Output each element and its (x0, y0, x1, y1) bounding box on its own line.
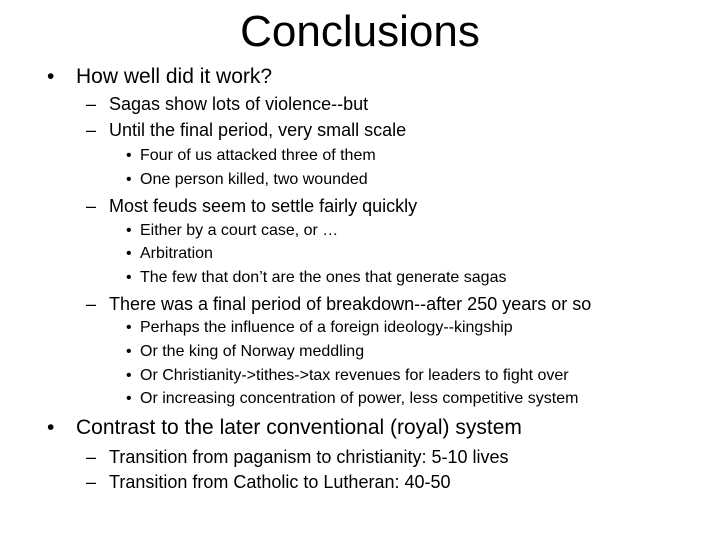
sub-sub-bullet-item (126, 244, 213, 264)
bullet-text: Or the king of Norway meddling (140, 343, 365, 360)
bullet-dot-icon: • (126, 269, 132, 286)
sub-sub-bullet-item (126, 146, 376, 166)
sub-sub-bullet-item (126, 170, 368, 190)
bullet-text: Contrast to the later conventional (royal) system (76, 416, 522, 439)
bullet-dot-icon: • (126, 147, 132, 164)
bullet-text: Perhaps the influence of a foreign ideology--kingship (140, 319, 513, 336)
dash-icon: – (86, 94, 97, 114)
sub-sub-bullet-item (126, 318, 513, 338)
bullet-text: Sagas show lots of violence--but (109, 94, 369, 114)
bullet-text: The few that don’t are the ones that generate sagas (140, 269, 507, 286)
bullet-text: Transition from paganism to christianity: 5-10 lives (109, 447, 509, 467)
bullet-text: Either by a court case, or … (140, 222, 339, 239)
sub-sub-bullet-item (126, 366, 569, 386)
dash-icon: – (86, 472, 97, 492)
bullet-text: How well did it work? (76, 65, 273, 88)
bullet-text: Or Christianity->tithes->tax revenues for leaders to fight over (140, 367, 569, 384)
bullet-dot-icon: • (126, 390, 132, 407)
bullet-dot-icon: • (47, 416, 55, 439)
bullet-text: Transition from Catholic to Lutheran: 40-50 (109, 472, 451, 492)
bullet-text: Arbitration (140, 245, 213, 262)
sub-sub-bullet-item (126, 221, 338, 241)
sub-bullet-item (86, 446, 509, 468)
slide-title: Conclusions (240, 7, 480, 56)
bullet-text: Or increasing concentration of power, less competitive system (140, 390, 579, 407)
dash-icon: – (86, 120, 97, 140)
sub-bullet-item (86, 471, 451, 493)
bullet-text: One person killed, two wounded (140, 171, 368, 188)
bullet-dot-icon: • (126, 367, 132, 384)
sub-sub-bullet-item (126, 342, 364, 362)
sub-bullet-item (86, 93, 368, 115)
dash-icon: – (86, 196, 97, 216)
bullet-text: Until the final period, very small scale (109, 120, 407, 140)
bullet-item (47, 415, 522, 441)
dash-icon: – (86, 447, 97, 467)
sub-sub-bullet-item (126, 389, 578, 409)
sub-bullet-item (86, 119, 406, 141)
bullet-dot-icon: • (47, 65, 55, 88)
bullet-dot-icon: • (126, 245, 132, 262)
bullet-dot-icon: • (126, 343, 132, 360)
dash-icon: – (86, 294, 97, 314)
bullet-text: Most feuds seem to settle fairly quickly (109, 196, 418, 216)
bullet-text: Four of us attacked three of them (140, 147, 376, 164)
bullet-text: There was a final period of breakdown--after 250 years or so (109, 294, 592, 314)
sub-bullet-item (86, 195, 417, 217)
sub-sub-bullet-item (126, 268, 506, 288)
bullet-item (47, 64, 272, 90)
sub-bullet-item (86, 293, 591, 315)
bullet-dot-icon: • (126, 171, 132, 188)
bullet-dot-icon: • (126, 222, 132, 239)
bullet-dot-icon: • (126, 319, 132, 336)
